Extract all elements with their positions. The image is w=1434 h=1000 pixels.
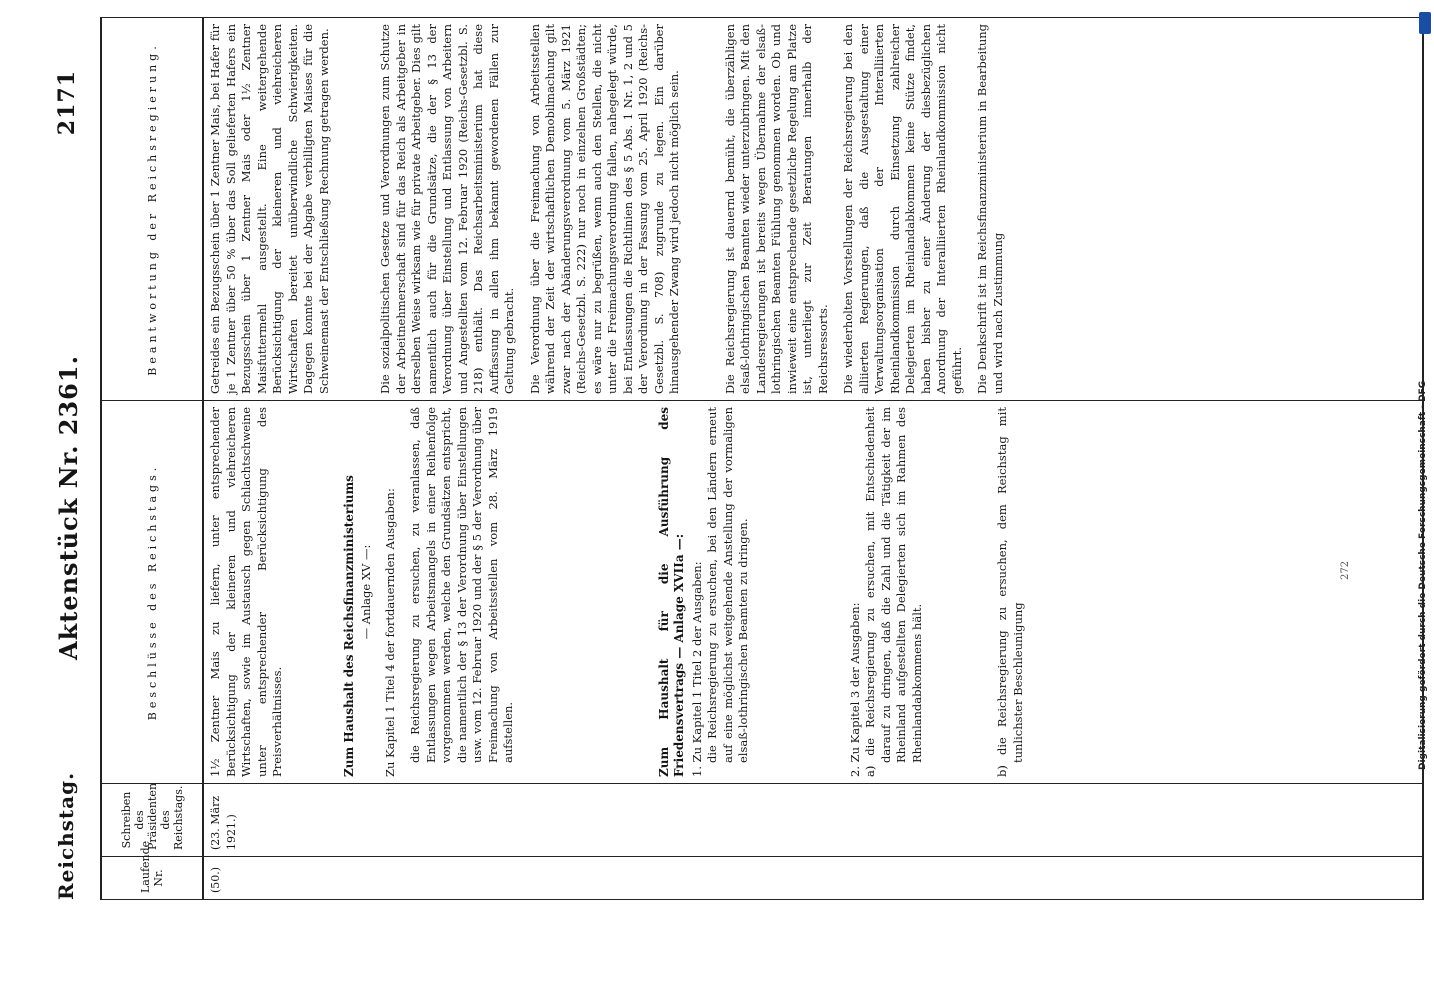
table-row: [203, 18, 1423, 900]
resolutions-table: [100, 17, 1424, 900]
antwort-text: Getreides ein Bezugsschein über 1 Zentner Mais, bei Hafer für je 1 Zentner über 50 % über das Soll gelieferten Hafers ein Bezugsschein über 1 Zentner Mais oder 1½ Zentner Maisfuttermehl ausgestellt. Eine weitergehende Berücksichtigung der kleineren und viehreicheren Wirtschaften bereitet unüberwindliche Schwierigkeiten. Dagegen konnte bei der Abgabe verbilligten Maises für die Schweinemast der Entschließung Rechnung getragen werden.: [208, 24, 331, 394]
beschluss-text: 2. Zu Kapitel 3 der Ausgaben:: [847, 602, 862, 777]
document-title: Aktenstück Nr. 2361.: [54, 355, 83, 660]
beschluss-cell: [203, 401, 1423, 784]
section-heading: Zum Haushalt des Reichsfinanzministeriums: [341, 475, 356, 777]
section-heading: Zum Haushalt für die Ausführung des Friedensvertrags — Anlage XVIIa —:: [656, 407, 686, 777]
signature-mark: 272: [1340, 560, 1351, 580]
table-header-row: [101, 18, 203, 900]
antwort-text: Die wiederholten Vorstellungen der Reichsregierung bei den alliierten Regierungen, daß die Ausgestaltung einer Verwaltungsorganisation der Interalliierten Rheinlandkommission durch Einsetzung zahlreicher Delegierten im Rheinlandabkommen keine Stütze findet, haben bisher zu einer Änderung der diesbezüglichen Anordnung der Interalliierten Rheinlandkommission nicht geführt.: [841, 24, 964, 394]
header-beschluesse: Beschlüsse des Reichstags.: [101, 401, 203, 784]
header-beantwortung: Beantwortung der Reichsregierung.: [101, 18, 203, 401]
section-annex: — Anlage XV —:: [359, 544, 373, 640]
beschluss-text: die Reichsregierung zu ersuchen, bei den Ländern erneut auf eine möglichst weitgehende Anstellung der vormaligen elsaß-lothringischen Beamten zu dringen.: [705, 407, 750, 763]
antwort-text: Die sozialpolitischen Gesetze und Verordnungen zum Schutze der Arbeitnehmerschaft sind für das Reich als Arbeitgeber in derselben Weise wirksam wie für private Arbeitgeber. Dies gilt namentlich auch für die Grundsätze, die der § 13 der Verordnung über Einstellung und Entlassung von Arbeitern und Angestellten vom 12. Februar 1920 (Reichs-Gesetzbl. S. 218) enthält. Das Reichsarbeitsministerium hat diese Auffassung in allen ihm bekannt gewordenen Fällen zur Geltung gebracht.: [378, 24, 516, 394]
beschluss-text: 1½ Zentner Mais zu liefern, unter entsprechender Berücksichtigung der kleineren und viehreicheren Wirtschaften, sowie im Austausch gegen Schlachtschweine unter entsprechender Berücksichtigung des Preisverhältnisses.: [208, 407, 284, 777]
antwort-cell: [203, 18, 1423, 401]
header-laufende-nr: Laufende Nr.: [101, 857, 203, 900]
row-number: (50.): [203, 857, 1423, 900]
antwort-text: Die Reichsregierung ist dauernd bemüht, die überzähligen elsaß-lothringischen Beamten wieder unterzubringen. Mit den Landesregierungen ist bereits wegen Übernahme der elsaß-lothringischen Beamten Fühlung genommen worden. Ob und inwieweit eine entsprechende gesetzliche Regelung am Platze ist, unterliegt zur Zeit Beratungen innerhalb der Reichsressorts.: [722, 24, 830, 394]
running-head-left: Reichstag.: [54, 771, 78, 900]
antwort-text: Die Denkschrift ist im Reichsfinanzministerium in Bearbeitung und wird nach Zustimmung: [975, 24, 1005, 394]
beschluss-text: Zu Kapitel 1 Titel 4 der fortdauernden Ausgaben:: [382, 488, 397, 777]
running-head: [48, 70, 88, 900]
digitization-credit: [1416, 10, 1434, 990]
antwort-text: Die Verordnung über die Freimachung von Arbeitsstellen während der Zeit der wirtschaftlichen Demobilmachung gilt zwar nach der Abänderungsverordnung vom 5. März 1921 (Reichs-Gesetzbl. S. 222) nur noch in einzelnen Großstädten; es wäre nur zu begrüßen, wenn auch den Stellen, die nicht unter die Freimachungsverordnung fallen, nahegelegt würde, bei Entlassungen die Richtlinien des § 5 Abs. 1 Nr. 1, 2 und 5 der Verordnung in der Fassung vom 25. April 1920 (Reichs-Gesetzbl. S. 708) zugrunde zu legen. Ein darüber hinausgehender Zwang wird jedoch nicht möglich sein.: [527, 24, 681, 394]
page-number: 2171: [54, 70, 80, 136]
beschluss-text: b) die Reichsregierung zu ersuchen, dem Reichstag mit tunlichster Beschleunigung: [995, 407, 1025, 777]
digitization-credit-text: Digitalisierung gefördert durch die Deutsche Forschungsgemeinschaft - DFG: [1418, 380, 1428, 770]
row-date: (23. März 1921.): [203, 784, 1423, 857]
beschluss-text: a) die Reichsregierung zu ersuchen, mit Entschiedenheit darauf zu dringen, daß die Zahl und die Tätigkeit der im Rheinland aufgestellten Delegierten sich im Rahmen des Rheinlandabkommens hält.: [863, 407, 924, 777]
beschluss-text: 1. Zu Kapitel 1 Titel 2 der Ausgaben:: [689, 561, 704, 777]
beschluss-text: die Reichsregierung zu ersuchen, zu veranlassen, daß Entlassungen wegen Arbeitsmangels in einer Reihenfolge vorgenommen werden, welche den Grundsätzen entspricht, die namentlich der § 13 der Verordnung über Einstellungen usw. vom 12. Februar 1920 und der § 5 der Verordnung über Freimachung von Arbeitsstellen vom 28. März 1919 aufstellen.: [408, 407, 515, 763]
header-schreiben: Schreiben des Präsidenten des Reichstags.: [101, 784, 203, 857]
